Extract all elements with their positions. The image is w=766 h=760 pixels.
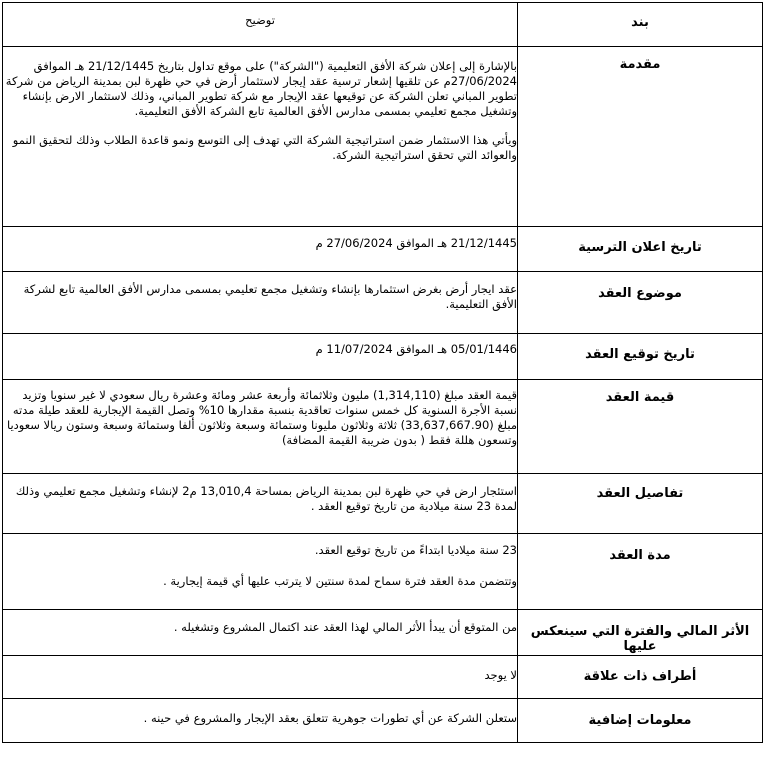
row-description	[3, 334, 518, 380]
table-row	[3, 227, 763, 272]
row-paragraph: ويأتي هذا الاستثمار ضمن استراتيجية الشركة التي تهدف إلى التوسع ونمو قاعدة الطلاب وذلك لتحقيق النمو والعوائد التي تحقق استراتيجية الشركة.	[12, 133, 517, 162]
row-description	[3, 610, 518, 656]
header-description: توضيح	[3, 3, 518, 47]
row-paragraph: عقد ايجار أرض بغرض استثمارها بإنشاء وتشغيل مجمع تعليمي بمسمى مدارس الأفق العالمية تابع لشركة الأفق التعليمية.	[23, 282, 517, 311]
row-paragraph: لا يوجد	[484, 668, 517, 682]
row-term: تاريخ توقيع العقد	[518, 334, 763, 380]
row-term: الأثر المالي والفترة التي سينعكس عليها	[518, 610, 763, 656]
row-paragraph: ستعلن الشركة عن أي تطورات جوهرية تتعلق بعقد الإيجار والمشروع في حينه .	[143, 711, 517, 725]
row-term: تفاصيل العقد	[518, 474, 763, 534]
table-row	[3, 656, 763, 699]
row-description	[3, 474, 518, 534]
table-row	[3, 272, 763, 334]
details-table	[2, 2, 763, 743]
row-term: موضوع العقد	[518, 272, 763, 334]
table-row	[3, 699, 763, 743]
row-term: معلومات إضافية	[518, 699, 763, 743]
table-row	[3, 534, 763, 610]
row-description	[3, 272, 518, 334]
row-description	[3, 227, 518, 272]
row-term: مقدمة	[518, 47, 763, 227]
row-term: تاريخ اعلان الترسية	[518, 227, 763, 272]
table-row	[3, 474, 763, 534]
announcement-document	[2, 2, 762, 743]
row-description	[3, 656, 518, 699]
row-paragraph: استئجار ارض في حي ظهرة لبن بمدينة الرياض بمساحة 13,010,4 م2 لإنشاء وتشغيل مجمع تعليمي وذلك لمدة 23 سنة ميلادية من تاريخ توقيع العقد .	[15, 484, 517, 513]
row-description	[3, 699, 518, 743]
row-term: أطراف ذات علاقة	[518, 656, 763, 699]
row-paragraph: 21/12/1445 هـ الموافق 27/06/2024 م	[315, 236, 517, 250]
table-row	[3, 334, 763, 380]
row-description	[3, 380, 518, 474]
table-row	[3, 47, 763, 227]
row-paragraph: 05/01/1446 هـ الموافق 11/07/2024 م	[315, 342, 517, 356]
row-paragraph: وتتضمن مدة العقد فترة سماح لمدة سنتين لا يترتب عليها أي قيمة إيجارية .	[163, 574, 517, 588]
row-term: مدة العقد	[518, 534, 763, 610]
table-header-row	[3, 3, 763, 47]
row-paragraph: 23 سنة ميلاديا ابتداءً من تاريخ توقيع العقد.	[314, 543, 517, 557]
table-row	[3, 380, 763, 474]
row-paragraph: بالإشارة إلى إعلان شركة الأفق التعليمية ("الشركة") على موقع تداول بتاريخ 21/12/1445 هـ الموافق 27/06/2024م عن تلقيها إشعار ترسية عقد إيجار لاستثمار أرض في حي ظهرة لبن بمدينة الرياض من شركة تطوير المباني تعلن الشركة عن توقيعها عقد الإيجار مع شركة تطوير المباني، وذلك لاستثمار الارض بإنشاء وتشغيل مجمع تعليمي بمسمى مدارس الأفق العالمية تابع الشركة الأفق التعليمية.	[5, 59, 517, 118]
row-term: قيمة العقد	[518, 380, 763, 474]
header-term: بند	[518, 3, 763, 47]
row-paragraph: من المتوقع أن يبدأ الأثر المالي لهذا العقد عند اكتمال المشروع وتشغيله .	[173, 620, 517, 634]
row-paragraph: قيمة العقد مبلغ (1,314,110) مليون وثلاثمائة وأربعة عشر ومائة وعشرة ريال سعودي لا غير سنويا وتزيد نسبة الأجرة السنوية كل خمس سنوات تعاقدية بنسبة مقدارها 10% وتصل القيمة الإيجارية للعقد طيلة مدته مبلغ (33,637,667.90) ثلاثة وثلاثون مليونا وستمائة وسبعة وثلاثون ألفا وستمائة وسبعة وستون ريالا سعوديا وتسعون هللة فقط ( بدون ضريبة القيمة المضافة)	[6, 388, 517, 447]
table-row	[3, 610, 763, 656]
row-description	[3, 534, 518, 610]
row-description	[3, 47, 518, 227]
